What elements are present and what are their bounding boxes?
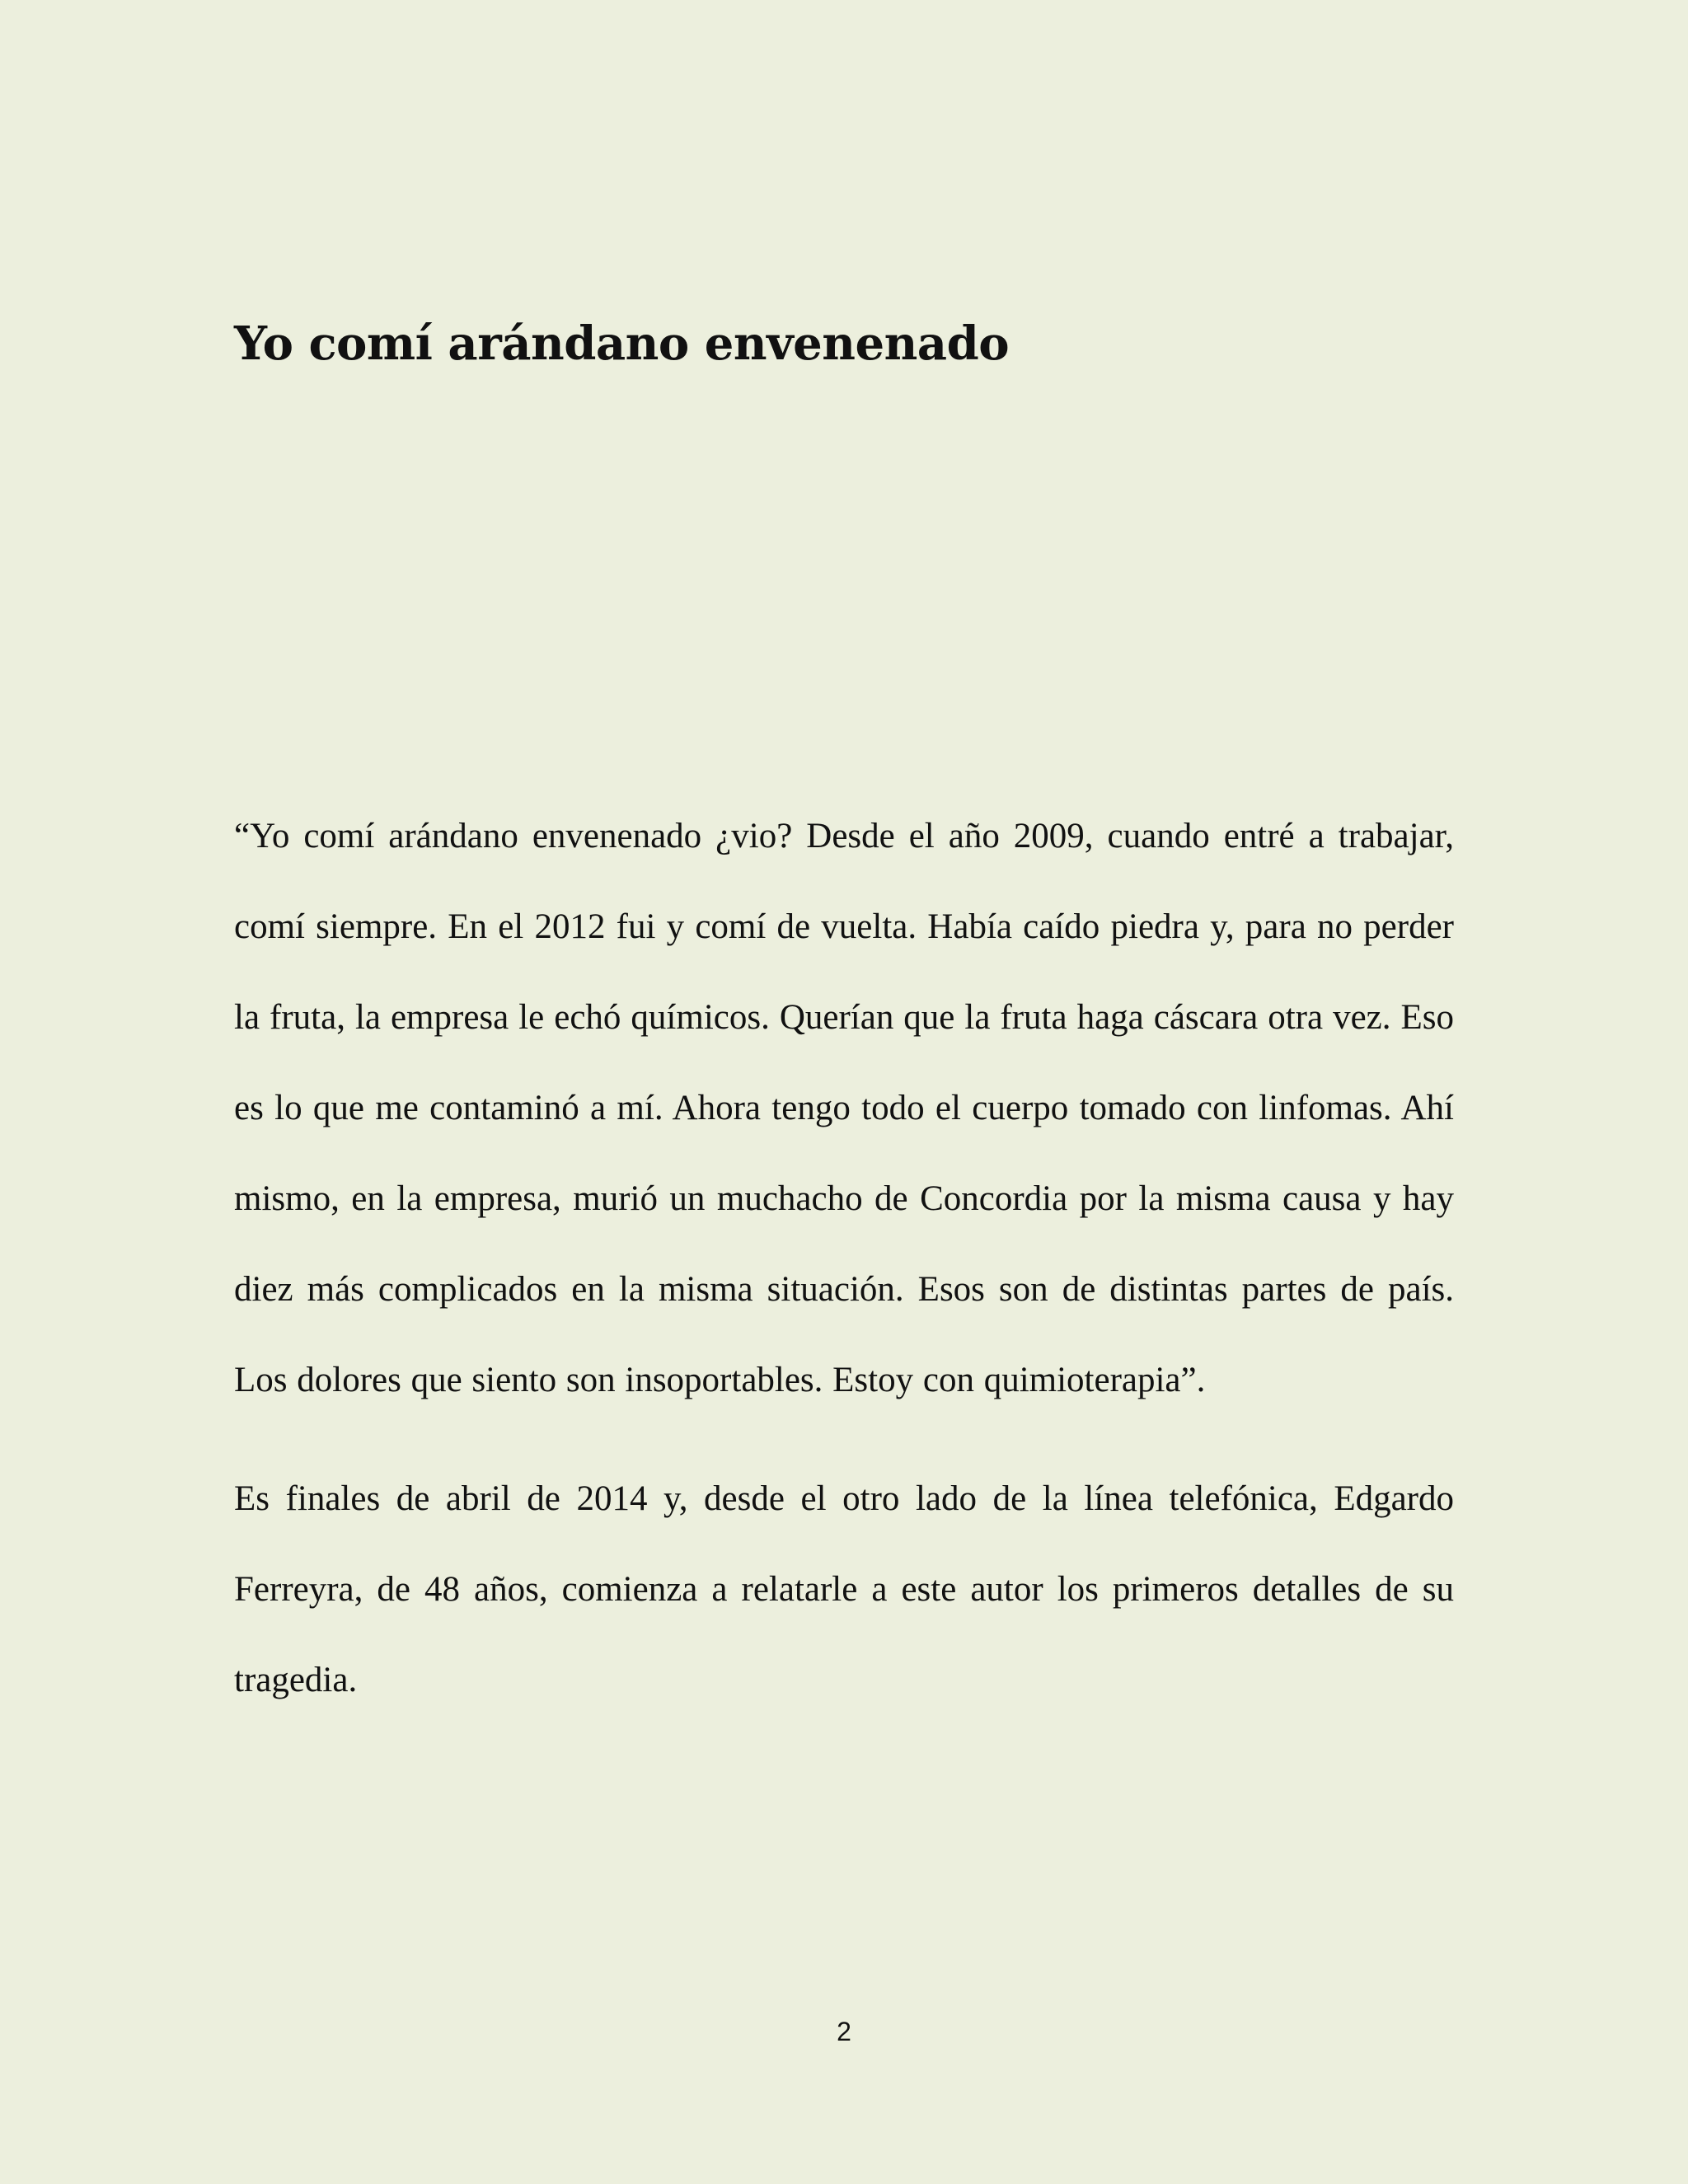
paragraph-quote: “Yo comí arándano envenenado ¿vio? Desde el año 2009, cuando entré a trabajar, comí siempre. En el 2012 fui y comí de vuelta. Había caído piedra y, para no perder la fruta, la empresa le echó químicos. Querían que la fruta haga cáscara otra vez. Eso es lo que me contaminó a mí. Ahora tengo todo el cuerpo tomado con linfomas. Ahí mismo, en la empresa, murió un muchacho de Concordia por la misma causa y hay diez más complicados en la misma situación. Esos son de distintas partes de país. Los dolores que siento son insoportables. Estoy con quimioterapia”. (234, 817, 1454, 1399)
paragraph-narration: Es finales de abril de 2014 y, desde el otro lado de la línea telefónica, Edgardo Ferreyra, de 48 años, comienza a relatarle a este autor los primeros detalles de su tragedia. (234, 1479, 1454, 1699)
chapter-title: Yo comí arándano envenenado (234, 316, 1010, 371)
body-text (234, 791, 1454, 1726)
page-number: 2 (837, 2017, 851, 2046)
